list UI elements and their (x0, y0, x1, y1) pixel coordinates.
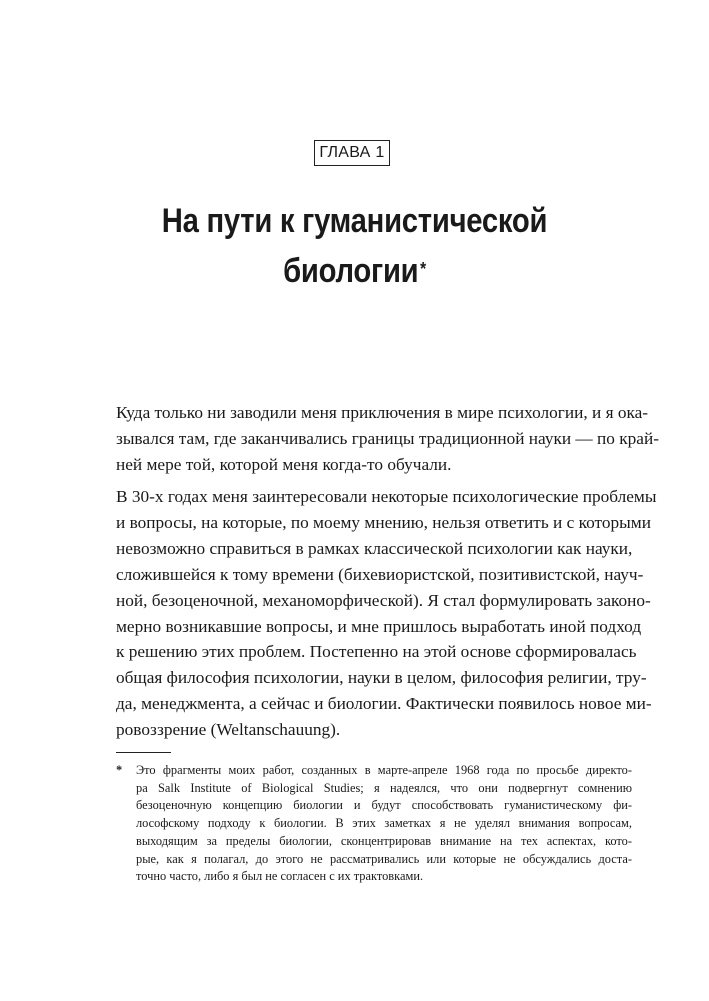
footnote-line: безоценочную концепцию биологии и будут способствовать гуманистическому фи- (136, 798, 632, 813)
chapter-title-line-2-text: биологии (283, 252, 419, 290)
paragraph-line: ной, безоценочной, механоморфической). Я стал формулировать законо- (116, 590, 651, 610)
paragraph-line: сложившейся к тому времени (бихевиористской, позитивистской, науч- (116, 564, 644, 584)
paragraph-line: зывался там, где заканчивались границы традиционной науки — по край- (116, 428, 659, 448)
body-paragraph-1 (116, 400, 659, 478)
paragraph-line: к решению этих проблем. Постепенно на этой основе сформировалась (116, 642, 637, 662)
paragraph-line: общая философия психологии, науки в целом, философия религии, тру- (116, 668, 647, 688)
title-footnote-marker[interactable]: * (420, 259, 426, 279)
body-paragraph-2 (116, 484, 657, 743)
footnote-line: точно часто, либо я был не согласен с их трактовками. (136, 869, 424, 884)
footnote (116, 762, 632, 886)
footnote-line: выходящим за пределы биологии, сконцентрировав внимание на тех аспектах, кото- (136, 833, 632, 848)
footnote-line: лософскому подходу к биологии. В этих заметках я не уделял внимания вопросам, (136, 816, 632, 831)
footnote-separator (116, 752, 171, 753)
footnote-body (136, 762, 632, 886)
paragraph-line: ней мере той, которой меня когда-то обучали. (116, 454, 452, 474)
paragraph-line: и вопросы, на которые, по моему мнению, нельзя ответить и с которыми (116, 512, 651, 532)
paragraph-line: Куда только ни заводили меня приключения в мире психологии, и я ока- (116, 403, 649, 422)
chapter-label: ГЛАВА 1 (314, 140, 390, 166)
chapter-title (101, 196, 608, 296)
paragraph-line: В 30-х годах меня заинтересовали некоторые психологические проблемы (116, 487, 657, 506)
chapter-title-line-2 (101, 246, 608, 296)
chapter-title-line-1: На пути к гуманистической (161, 202, 548, 240)
paragraph-line: ровоззрение (Weltanschauung). (116, 720, 341, 740)
footnote-line: ра Salk Institute of Biological Studies; я надеялся, что они подвергнут сомнению (136, 780, 632, 795)
paragraph-line: невозможно справиться в рамках классической психологии как науки, (116, 538, 633, 558)
footnote-line: Это фрагменты моих работ, созданных в марте-апреле 1968 года по просьбе директо- (136, 763, 632, 777)
footnote-line: рые, как я полагал, до этого не рассматривались или которые не обсуждались доста- (136, 851, 632, 866)
paragraph-line: да, менеджмента, а сейчас и биологии. Фактически появилось новое ми- (116, 694, 652, 714)
paragraph-line: мерно возникавшие вопросы, и мне пришлось выработать иной подход (116, 616, 642, 636)
footnote-marker: * (116, 763, 123, 777)
